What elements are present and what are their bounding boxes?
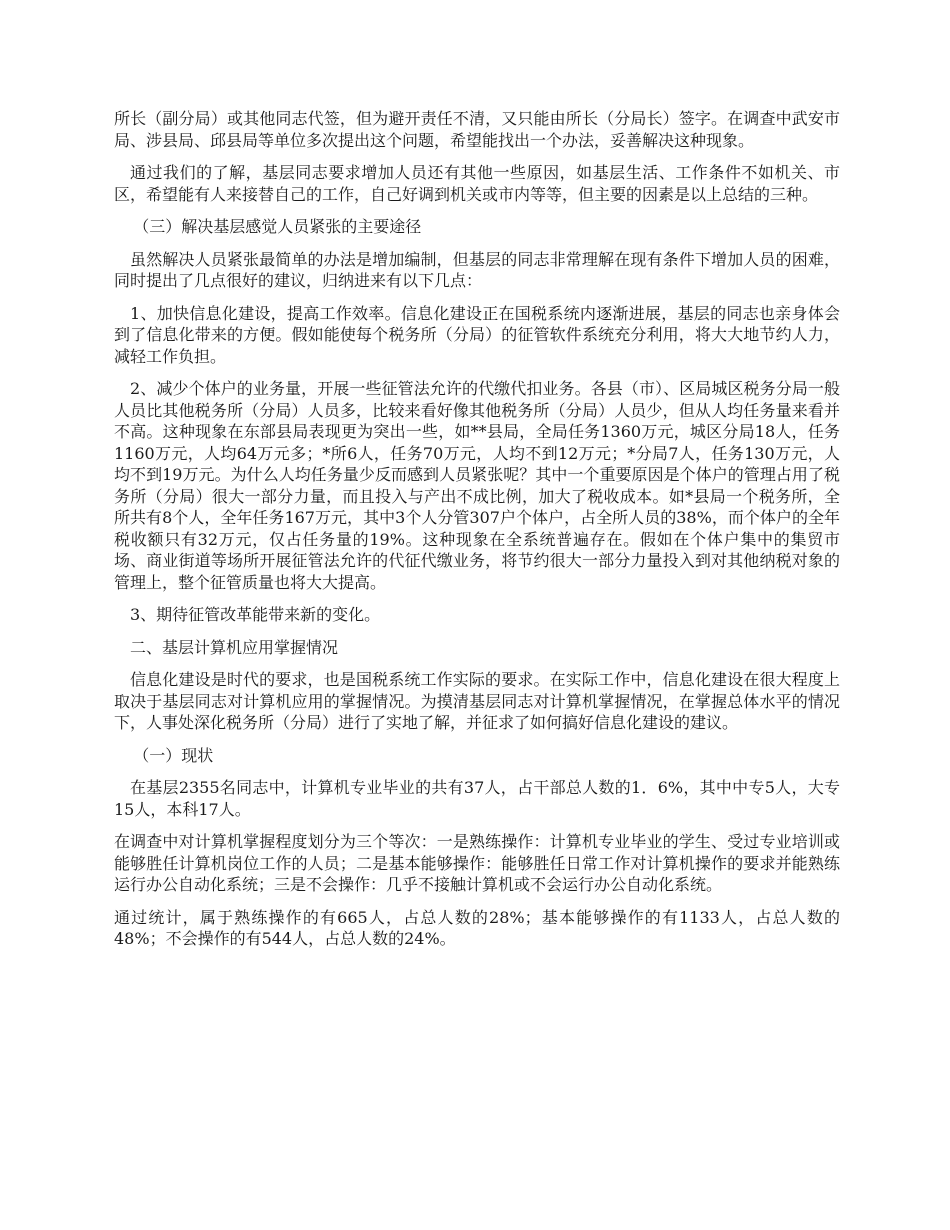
paragraph-suggestion-3: 3、期待征管改革能带来新的变化。: [130, 605, 381, 624]
section-heading-solutions: （三）解决基层感觉人员紧张的主要途径: [133, 217, 422, 236]
paragraph-other-reasons: 通过我们的了解，基层同志要求增加人员还有其他一些原因，如基层生活、工作条件不如机关、市区，希望能有人来接替自己的工作，自己好调到机关或市内等等，但主要的因素是以上总结的三种。: [114, 163, 840, 204]
paragraph-levels: 在调查中对计算机掌握程度划分为三个等次：一是熟练操作：计算机专业毕业的学生、受过专业培训或能够胜任计算机岗位工作的人员；二是基本能够操作：能够胜任日常工作对计算机操作的要求并能熟练运行办公自动化系统；三是不会操作：几乎不接触计算机或不会运行办公自动化系统。: [114, 832, 840, 894]
section-heading-status: （一）现状: [133, 745, 214, 765]
paragraph-statistics: 通过统计，属于熟练操作的有665人，占总人数的28%；基本能够操作的有1133人，占总人数的48%；不会操作的有544人，占总人数的24%。: [114, 907, 840, 948]
paragraph-suggestions-intro: 虽然解决人员紧张最简单的办法是增加编制，但基层的同志非常理解在现有条件下增加人员的困难，同时提出了几点很好的建议，归纳进来有以下几点：: [114, 249, 840, 290]
document-page: [114, 108, 840, 961]
paragraph-suggestion-1: 1、加快信息化建设，提高工作效率。信息化建设正在国税系统内逐渐进展，基层的同志也亲身体会到了信息化带来的方便。假如能使每个税务所（分局）的征管软件系统充分利用，将大大地节约人力，减轻工作负担。: [114, 303, 840, 366]
paragraph-informatization: 信息化建设是时代的要求，也是国税系统工作实际的要求。在实际工作中，信息化建设在很大程度上取决于基层同志对计算机应用的掌握情况。为摸清基层同志对计算机掌握情况，在掌握总体水平的情况下，人事处深化税务所（分局）进行了实地了解，并征求了如何搞好信息化建设的建议。: [114, 670, 840, 732]
section-heading-computer: 二、基层计算机应用掌握情况: [130, 637, 339, 657]
paragraph-suggestion-2: 2、减少个体户的业务量，开展一些征管法允许的代缴代扣业务。各县（市）、区局城区税务分局一般人员比其他税务所（分局）人员多，比较来看好像其他税务所（分局）人员少，但从人均任务量来看并不高。这种现象在东部县局表现更为突出一些，如**县局，全局任务1360万元，城区分局18人，任务1160万元，人均64万元多；*所6人，任务70万元，人均不到12万元；*分局7人，任务130万元，人均不到19万元。为什么人均任务量少反而感到人员紧张呢？其中一个重要原因是个体户的管理占用了税务所（分局）很大一部分力量，而且投入与产出不成比例，加大了税收成本。如*县局一个税务所，全所共有8个人，全年任务167万元，其中3个人分管307户个体户，占全所人员的38%，而个体户的全年税收额只有32万元，仅占任务量的19%。这种现象在全系统普遍存在。假如在个体户集中的集贸市场、商业街道等场所开展征管法允许的代征代缴业务，将节约很大一部分力量投入到对其他纳税对象的管理上，整个征管质量也将大大提高。: [114, 379, 840, 592]
paragraph-graduates: 在基层2355名同志中，计算机专业毕业的共有37人，占干部总人数的1．6%，其中中专5人，大专15人，本科17人。: [114, 778, 840, 819]
paragraph-continuation: 所长（副分局）或其他同志代签，但为避开责任不清，又只能由所长（分局长）签字。在调查中武安市局、涉县局、邱县局等单位多次提出这个问题，希望能找出一个办法，妥善解决这种现象。: [114, 109, 840, 150]
